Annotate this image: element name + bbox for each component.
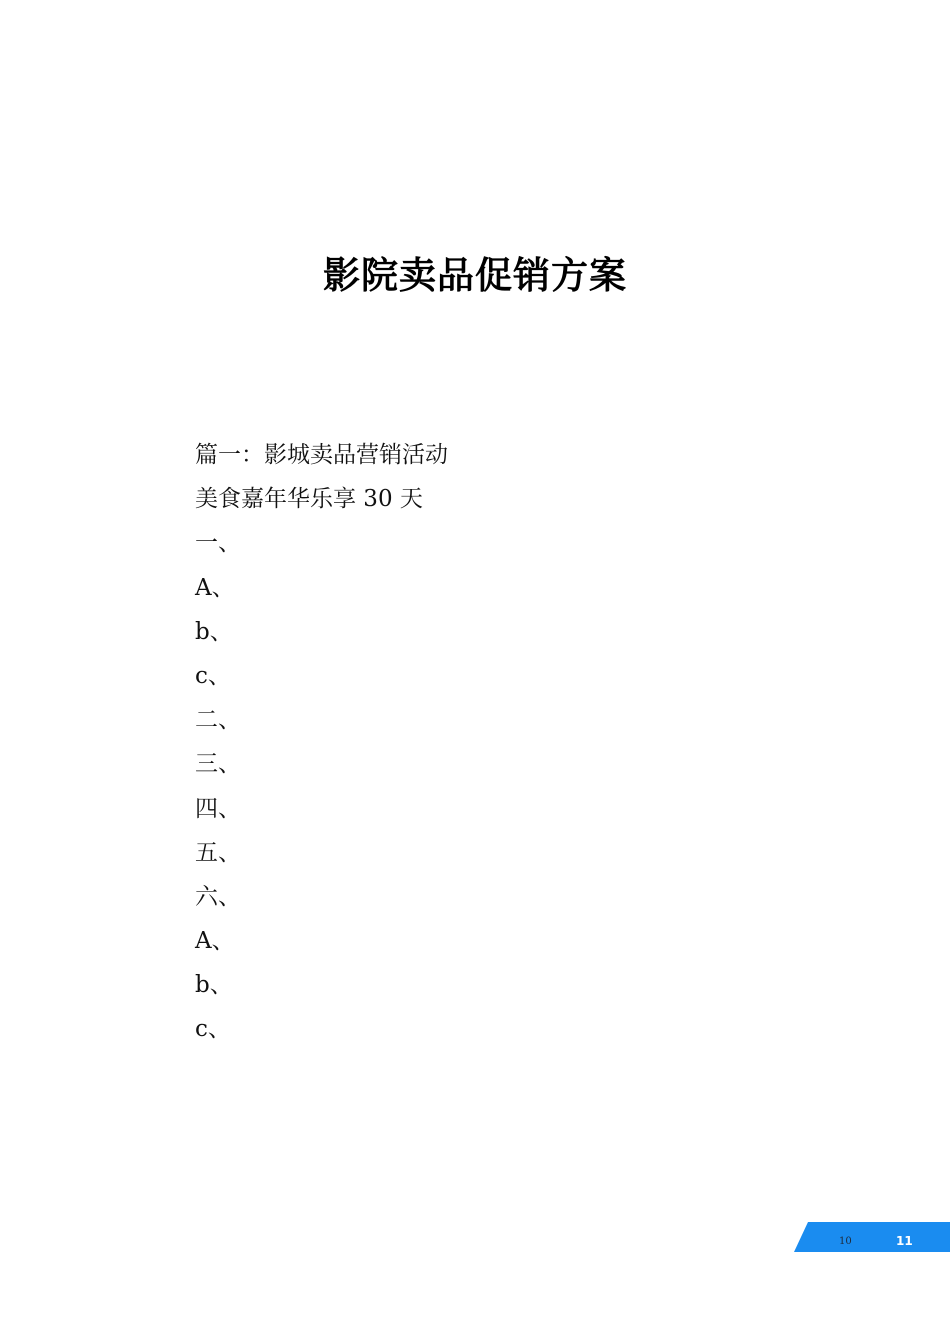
- document-title: 影院卖品促销方案: [323, 253, 627, 297]
- body-line: 五、: [195, 839, 241, 866]
- body-line: b、: [195, 618, 233, 645]
- body-line: 六、: [195, 883, 241, 910]
- body-line: 三、: [195, 751, 241, 778]
- body-line: 二、: [195, 707, 241, 734]
- body-line: c、: [195, 1016, 231, 1043]
- body-line: 美食嘉年华乐享 30 天: [195, 486, 423, 513]
- page-number-tab: [794, 1222, 950, 1252]
- body-line: c、: [195, 662, 231, 689]
- body-line: b、: [195, 972, 233, 999]
- body-line: 四、: [195, 795, 241, 822]
- document-body: [195, 436, 795, 1055]
- previous-page-number: 10: [839, 1236, 852, 1247]
- body-line: A、: [195, 574, 235, 601]
- body-line: 一、: [195, 530, 241, 557]
- current-page-number: 11: [896, 1234, 913, 1248]
- body-line: 篇一：影城卖品营销活动: [195, 442, 448, 468]
- body-line: A、: [195, 928, 235, 955]
- page-tab-shape: [794, 1222, 950, 1252]
